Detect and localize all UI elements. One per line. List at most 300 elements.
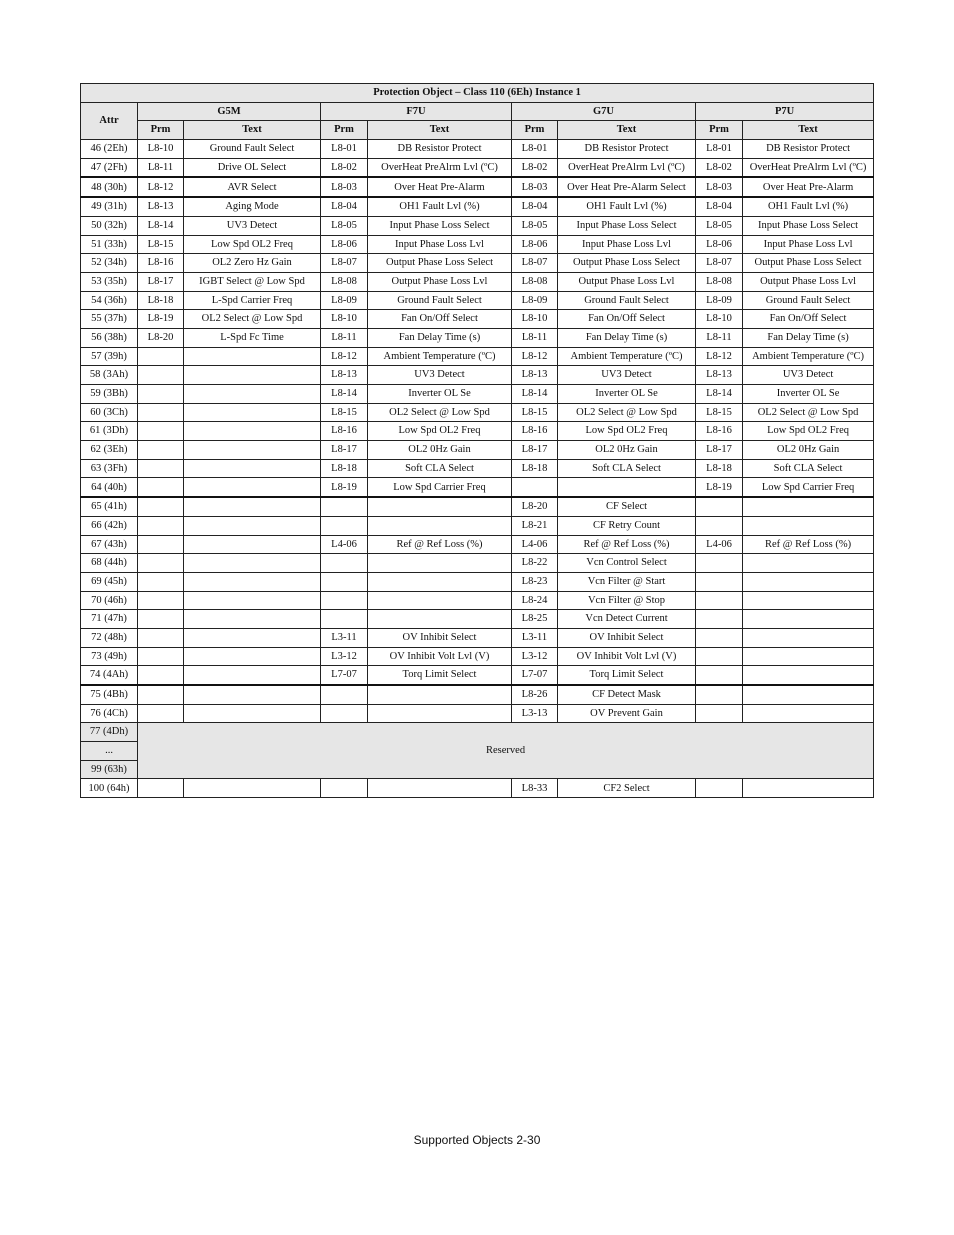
p7u-prm-cell xyxy=(696,685,743,704)
g5m-prm-cell xyxy=(138,478,184,497)
p7u-prm-cell: L8-14 xyxy=(696,385,743,404)
g7u-prm-cell: L8-25 xyxy=(512,610,558,629)
f7u-prm-cell: L8-10 xyxy=(321,310,368,329)
p7u-prm-cell xyxy=(696,591,743,610)
g5m-prm-cell xyxy=(138,628,184,647)
g7u-text-cell: Input Phase Loss Lvl xyxy=(558,235,696,254)
p7u-text-cell: OverHeat PreAlrm Lvl (ºC) xyxy=(743,158,874,177)
attr-cell: 52 (34h) xyxy=(81,254,138,273)
g5m-prm-cell xyxy=(138,459,184,478)
g5m-text-cell xyxy=(184,347,321,366)
f7u-prm-cell: L8-12 xyxy=(321,347,368,366)
g7u-text-cell: OL2 Select @ Low Spd xyxy=(558,403,696,422)
g7u-text-cell: Output Phase Loss Lvl xyxy=(558,272,696,291)
g7u-prm-cell: L7-07 xyxy=(512,666,558,685)
p7u-prm-cell: L8-08 xyxy=(696,272,743,291)
attr-cell: 59 (3Bh) xyxy=(81,385,138,404)
p7u-text-cell xyxy=(743,685,874,704)
f7u-text-cell: OverHeat PreAlrm Lvl (ºC) xyxy=(368,158,512,177)
p7u-text-cell: OH1 Fault Lvl (%) xyxy=(743,197,874,216)
g5m-prm-cell: L8-17 xyxy=(138,272,184,291)
f7u-prm-cell xyxy=(321,685,368,704)
f7u-text-cell xyxy=(368,704,512,723)
p7u-text-cell xyxy=(743,610,874,629)
attr-cell: 53 (35h) xyxy=(81,272,138,291)
p7u-text-cell xyxy=(743,704,874,723)
table-row xyxy=(81,254,874,273)
p7u-text-cell xyxy=(743,591,874,610)
table-row xyxy=(81,647,874,666)
f7u-prm-cell xyxy=(321,554,368,573)
sub-header-text: Text xyxy=(184,121,321,140)
table-row xyxy=(81,497,874,516)
table-row xyxy=(81,272,874,291)
g5m-prm-cell xyxy=(138,441,184,460)
g7u-prm-cell: L3-11 xyxy=(512,628,558,647)
f7u-prm-cell: L8-02 xyxy=(321,158,368,177)
g7u-text-cell: Fan Delay Time (s) xyxy=(558,328,696,347)
g5m-text-cell: Ground Fault Select xyxy=(184,140,321,159)
g5m-text-cell xyxy=(184,591,321,610)
g5m-text-cell xyxy=(184,704,321,723)
f7u-text-cell: OL2 Select @ Low Spd xyxy=(368,403,512,422)
attr-cell: 99 (63h) xyxy=(81,760,138,779)
g5m-text-cell xyxy=(184,403,321,422)
g5m-text-cell xyxy=(184,666,321,685)
table-row xyxy=(81,628,874,647)
g7u-text-cell: Low Spd OL2 Freq xyxy=(558,422,696,441)
g7u-prm-cell: L8-09 xyxy=(512,291,558,310)
g5m-prm-cell xyxy=(138,685,184,704)
table-row xyxy=(81,422,874,441)
g7u-text-cell: OverHeat PreAlrm Lvl (ºC) xyxy=(558,158,696,177)
p7u-prm-cell xyxy=(696,497,743,516)
g7u-text-cell: Ground Fault Select xyxy=(558,291,696,310)
g7u-text-cell: OV Prevent Gain xyxy=(558,704,696,723)
attr-cell: 54 (36h) xyxy=(81,291,138,310)
table-row xyxy=(81,441,874,460)
f7u-text-cell: OV Inhibit Select xyxy=(368,628,512,647)
g5m-prm-cell xyxy=(138,385,184,404)
table-row xyxy=(81,158,874,177)
g5m-text-cell: L-Spd Fc Time xyxy=(184,328,321,347)
p7u-text-cell xyxy=(743,779,874,798)
g5m-prm-cell xyxy=(138,422,184,441)
g7u-prm-cell: L8-20 xyxy=(512,497,558,516)
g5m-text-cell: Aging Mode xyxy=(184,197,321,216)
p7u-text-cell xyxy=(743,516,874,535)
p7u-prm-cell: L8-03 xyxy=(696,177,743,197)
f7u-text-cell: OH1 Fault Lvl (%) xyxy=(368,197,512,216)
page-footer: Supported Objects 2-30 xyxy=(413,1133,541,1147)
g7u-text-cell: Vcn Filter @ Start xyxy=(558,572,696,591)
attr-cell: ... xyxy=(81,742,138,761)
g5m-text-cell xyxy=(184,459,321,478)
f7u-text-cell: Inverter OL Se xyxy=(368,385,512,404)
g7u-text-cell: Vcn Filter @ Stop xyxy=(558,591,696,610)
g7u-prm-cell: L8-08 xyxy=(512,272,558,291)
group-header-p7u: P7U xyxy=(696,102,874,121)
table-row xyxy=(81,459,874,478)
table-row xyxy=(81,610,874,629)
f7u-text-cell xyxy=(368,591,512,610)
p7u-prm-cell: L8-06 xyxy=(696,235,743,254)
attr-cell: 69 (45h) xyxy=(81,572,138,591)
table-row xyxy=(81,478,874,497)
f7u-prm-cell: L8-16 xyxy=(321,422,368,441)
f7u-prm-cell xyxy=(321,610,368,629)
p7u-prm-cell: L8-05 xyxy=(696,216,743,235)
table-row xyxy=(81,723,874,742)
table-title: Protection Object – Class 110 (6Eh) Instance 1 xyxy=(81,84,874,103)
f7u-prm-cell xyxy=(321,779,368,798)
f7u-text-cell xyxy=(368,497,512,516)
g5m-prm-cell xyxy=(138,704,184,723)
g5m-prm-cell xyxy=(138,497,184,516)
p7u-text-cell: Input Phase Loss Select xyxy=(743,216,874,235)
f7u-prm-cell: L8-19 xyxy=(321,478,368,497)
p7u-text-cell: OL2 Select @ Low Spd xyxy=(743,403,874,422)
p7u-prm-cell xyxy=(696,516,743,535)
g5m-prm-cell xyxy=(138,554,184,573)
f7u-text-cell: Over Heat Pre-Alarm xyxy=(368,177,512,197)
table-row xyxy=(81,591,874,610)
g5m-text-cell: OL2 Zero Hz Gain xyxy=(184,254,321,273)
attr-cell: 70 (46h) xyxy=(81,591,138,610)
g5m-text-cell: UV3 Detect xyxy=(184,216,321,235)
f7u-text-cell xyxy=(368,610,512,629)
g7u-text-cell: Input Phase Loss Select xyxy=(558,216,696,235)
g7u-prm-cell: L8-10 xyxy=(512,310,558,329)
g5m-text-cell xyxy=(184,554,321,573)
g7u-prm-cell: L8-33 xyxy=(512,779,558,798)
g7u-prm-cell: L3-13 xyxy=(512,704,558,723)
g7u-prm-cell: L8-03 xyxy=(512,177,558,197)
table-row xyxy=(81,685,874,704)
p7u-prm-cell: L8-12 xyxy=(696,347,743,366)
p7u-prm-cell: L8-07 xyxy=(696,254,743,273)
f7u-text-cell: Fan On/Off Select xyxy=(368,310,512,329)
f7u-text-cell: Ref @ Ref Loss (%) xyxy=(368,535,512,554)
p7u-text-cell xyxy=(743,647,874,666)
g7u-prm-cell: L8-12 xyxy=(512,347,558,366)
attr-cell: 60 (3Ch) xyxy=(81,403,138,422)
g7u-text-cell: Output Phase Loss Select xyxy=(558,254,696,273)
attr-cell: 56 (38h) xyxy=(81,328,138,347)
g5m-prm-cell: L8-15 xyxy=(138,235,184,254)
g5m-text-cell xyxy=(184,647,321,666)
sub-header-text: Text xyxy=(558,121,696,140)
f7u-text-cell: Ground Fault Select xyxy=(368,291,512,310)
p7u-text-cell xyxy=(743,666,874,685)
g7u-text-cell: Inverter OL Se xyxy=(558,385,696,404)
p7u-prm-cell: L4-06 xyxy=(696,535,743,554)
g5m-prm-cell xyxy=(138,366,184,385)
g7u-text-cell: Ref @ Ref Loss (%) xyxy=(558,535,696,554)
g5m-prm-cell xyxy=(138,535,184,554)
p7u-text-cell: OL2 0Hz Gain xyxy=(743,441,874,460)
g5m-prm-cell xyxy=(138,610,184,629)
p7u-prm-cell xyxy=(696,647,743,666)
table-body xyxy=(81,140,874,798)
f7u-text-cell: Input Phase Loss Lvl xyxy=(368,235,512,254)
g5m-prm-cell: L8-19 xyxy=(138,310,184,329)
g5m-prm-cell: L8-13 xyxy=(138,197,184,216)
attr-header: Attr xyxy=(81,102,138,139)
g7u-text-cell: UV3 Detect xyxy=(558,366,696,385)
p7u-prm-cell xyxy=(696,572,743,591)
f7u-prm-cell: L8-09 xyxy=(321,291,368,310)
p7u-text-cell: Output Phase Loss Lvl xyxy=(743,272,874,291)
f7u-prm-cell: L8-06 xyxy=(321,235,368,254)
g5m-text-cell xyxy=(184,535,321,554)
g5m-text-cell: Drive OL Select xyxy=(184,158,321,177)
group-header-g7u: G7U xyxy=(512,102,696,121)
attr-cell: 66 (42h) xyxy=(81,516,138,535)
g7u-prm-cell: L8-06 xyxy=(512,235,558,254)
p7u-text-cell: Low Spd OL2 Freq xyxy=(743,422,874,441)
g7u-prm-cell xyxy=(512,478,558,497)
g5m-prm-cell xyxy=(138,666,184,685)
f7u-prm-cell: L8-08 xyxy=(321,272,368,291)
p7u-text-cell xyxy=(743,628,874,647)
attr-cell: 61 (3Dh) xyxy=(81,422,138,441)
attr-cell: 68 (44h) xyxy=(81,554,138,573)
g7u-text-cell: CF Detect Mask xyxy=(558,685,696,704)
g5m-text-cell xyxy=(184,610,321,629)
g7u-prm-cell: L8-04 xyxy=(512,197,558,216)
attr-cell: 58 (3Ah) xyxy=(81,366,138,385)
g7u-prm-cell: L8-01 xyxy=(512,140,558,159)
f7u-text-cell: Soft CLA Select xyxy=(368,459,512,478)
g7u-prm-cell: L8-26 xyxy=(512,685,558,704)
p7u-text-cell: Ground Fault Select xyxy=(743,291,874,310)
f7u-text-cell: Output Phase Loss Select xyxy=(368,254,512,273)
attr-cell: 71 (47h) xyxy=(81,610,138,629)
g7u-text-cell: Soft CLA Select xyxy=(558,459,696,478)
g5m-text-cell: IGBT Select @ Low Spd xyxy=(184,272,321,291)
p7u-text-cell: Ref @ Ref Loss (%) xyxy=(743,535,874,554)
reserved-cell: Reserved xyxy=(138,723,874,779)
attr-cell: 55 (37h) xyxy=(81,310,138,329)
g7u-text-cell: Vcn Control Select xyxy=(558,554,696,573)
g5m-text-cell: Low Spd OL2 Freq xyxy=(184,235,321,254)
g5m-text-cell: L-Spd Carrier Freq xyxy=(184,291,321,310)
g5m-text-cell: AVR Select xyxy=(184,177,321,197)
g5m-prm-cell xyxy=(138,779,184,798)
g5m-text-cell xyxy=(184,497,321,516)
p7u-prm-cell xyxy=(696,610,743,629)
table-row xyxy=(81,347,874,366)
p7u-prm-cell: L8-17 xyxy=(696,441,743,460)
group-header-f7u: F7U xyxy=(321,102,512,121)
table-row xyxy=(81,310,874,329)
g7u-text-cell: Ambient Temperature (ºC) xyxy=(558,347,696,366)
p7u-prm-cell xyxy=(696,628,743,647)
table-row xyxy=(81,291,874,310)
f7u-prm-cell: L3-11 xyxy=(321,628,368,647)
sub-header-prm: Prm xyxy=(696,121,743,140)
f7u-prm-cell: L4-06 xyxy=(321,535,368,554)
attr-cell: 74 (4Ah) xyxy=(81,666,138,685)
attr-cell: 100 (64h) xyxy=(81,779,138,798)
p7u-text-cell xyxy=(743,554,874,573)
f7u-prm-cell: L8-17 xyxy=(321,441,368,460)
f7u-text-cell: DB Resistor Protect xyxy=(368,140,512,159)
attr-cell: 73 (49h) xyxy=(81,647,138,666)
sub-header-text: Text xyxy=(368,121,512,140)
p7u-text-cell: DB Resistor Protect xyxy=(743,140,874,159)
p7u-text-cell xyxy=(743,497,874,516)
g7u-prm-cell: L8-17 xyxy=(512,441,558,460)
f7u-prm-cell: L8-18 xyxy=(321,459,368,478)
p7u-text-cell: Fan On/Off Select xyxy=(743,310,874,329)
g7u-text-cell: OV Inhibit Select xyxy=(558,628,696,647)
group-header-g5m: G5M xyxy=(138,102,321,121)
f7u-text-cell: Low Spd Carrier Freq xyxy=(368,478,512,497)
p7u-text-cell: Low Spd Carrier Freq xyxy=(743,478,874,497)
sub-header-prm: Prm xyxy=(512,121,558,140)
f7u-prm-cell: L8-07 xyxy=(321,254,368,273)
g7u-prm-cell: L8-24 xyxy=(512,591,558,610)
attr-cell: 46 (2Eh) xyxy=(81,140,138,159)
f7u-text-cell xyxy=(368,516,512,535)
g7u-text-cell: Fan On/Off Select xyxy=(558,310,696,329)
attr-cell: 63 (3Fh) xyxy=(81,459,138,478)
g7u-text-cell: CF2 Select xyxy=(558,779,696,798)
table-row xyxy=(81,572,874,591)
p7u-prm-cell: L8-11 xyxy=(696,328,743,347)
p7u-prm-cell: L8-16 xyxy=(696,422,743,441)
p7u-prm-cell: L8-18 xyxy=(696,459,743,478)
g5m-text-cell xyxy=(184,628,321,647)
attr-cell: 49 (31h) xyxy=(81,197,138,216)
table-row xyxy=(81,704,874,723)
g5m-prm-cell xyxy=(138,403,184,422)
table-row xyxy=(81,554,874,573)
attr-cell: 75 (4Bh) xyxy=(81,685,138,704)
p7u-prm-cell xyxy=(696,554,743,573)
f7u-prm-cell: L3-12 xyxy=(321,647,368,666)
table-row xyxy=(81,666,874,685)
sub-header-prm: Prm xyxy=(138,121,184,140)
attr-cell: 67 (43h) xyxy=(81,535,138,554)
p7u-text-cell: UV3 Detect xyxy=(743,366,874,385)
g5m-prm-cell xyxy=(138,647,184,666)
g5m-prm-cell: L8-16 xyxy=(138,254,184,273)
g5m-text-cell xyxy=(184,441,321,460)
f7u-text-cell: Output Phase Loss Lvl xyxy=(368,272,512,291)
p7u-text-cell: Output Phase Loss Select xyxy=(743,254,874,273)
table-row xyxy=(81,403,874,422)
p7u-prm-cell: L8-04 xyxy=(696,197,743,216)
g5m-text-cell: OL2 Select @ Low Spd xyxy=(184,310,321,329)
f7u-text-cell xyxy=(368,779,512,798)
table-row xyxy=(81,385,874,404)
p7u-text-cell: Ambient Temperature (ºC) xyxy=(743,347,874,366)
p7u-text-cell: Inverter OL Se xyxy=(743,385,874,404)
f7u-text-cell: OV Inhibit Volt Lvl (V) xyxy=(368,647,512,666)
g5m-text-cell xyxy=(184,572,321,591)
g5m-prm-cell: L8-20 xyxy=(138,328,184,347)
f7u-text-cell: Input Phase Loss Select xyxy=(368,216,512,235)
attr-cell: 47 (2Fh) xyxy=(81,158,138,177)
attr-cell: 50 (32h) xyxy=(81,216,138,235)
p7u-prm-cell xyxy=(696,666,743,685)
g7u-prm-cell: L8-16 xyxy=(512,422,558,441)
p7u-prm-cell xyxy=(696,779,743,798)
f7u-prm-cell xyxy=(321,497,368,516)
f7u-text-cell: Fan Delay Time (s) xyxy=(368,328,512,347)
g7u-prm-cell: L3-12 xyxy=(512,647,558,666)
f7u-prm-cell: L8-13 xyxy=(321,366,368,385)
g5m-text-cell xyxy=(184,516,321,535)
table-row xyxy=(81,197,874,216)
g5m-prm-cell xyxy=(138,347,184,366)
g5m-prm-cell xyxy=(138,591,184,610)
attr-cell: 72 (48h) xyxy=(81,628,138,647)
f7u-prm-cell: L8-01 xyxy=(321,140,368,159)
g7u-prm-cell: L8-02 xyxy=(512,158,558,177)
sub-header-prm: Prm xyxy=(321,121,368,140)
g7u-prm-cell: L4-06 xyxy=(512,535,558,554)
f7u-prm-cell xyxy=(321,516,368,535)
g5m-prm-cell: L8-18 xyxy=(138,291,184,310)
f7u-prm-cell: L7-07 xyxy=(321,666,368,685)
f7u-prm-cell: L8-04 xyxy=(321,197,368,216)
f7u-prm-cell: L8-14 xyxy=(321,385,368,404)
g5m-prm-cell xyxy=(138,572,184,591)
g7u-prm-cell: L8-22 xyxy=(512,554,558,573)
g7u-text-cell: CF Select xyxy=(558,497,696,516)
attr-cell: 51 (33h) xyxy=(81,235,138,254)
table-row xyxy=(81,235,874,254)
f7u-prm-cell: L8-05 xyxy=(321,216,368,235)
table-row xyxy=(81,177,874,197)
g7u-text-cell: OV Inhibit Volt Lvl (V) xyxy=(558,647,696,666)
attr-cell: 48 (30h) xyxy=(81,177,138,197)
f7u-prm-cell xyxy=(321,591,368,610)
attr-cell: 57 (39h) xyxy=(81,347,138,366)
g5m-prm-cell: L8-12 xyxy=(138,177,184,197)
p7u-prm-cell: L8-13 xyxy=(696,366,743,385)
f7u-text-cell: OL2 0Hz Gain xyxy=(368,441,512,460)
f7u-prm-cell: L8-03 xyxy=(321,177,368,197)
g7u-text-cell: OL2 0Hz Gain xyxy=(558,441,696,460)
g7u-text-cell: DB Resistor Protect xyxy=(558,140,696,159)
f7u-prm-cell: L8-15 xyxy=(321,403,368,422)
table-row xyxy=(81,328,874,347)
attr-cell: 76 (4Ch) xyxy=(81,704,138,723)
p7u-text-cell: Soft CLA Select xyxy=(743,459,874,478)
g5m-prm-cell: L8-10 xyxy=(138,140,184,159)
g5m-text-cell xyxy=(184,779,321,798)
f7u-prm-cell: L8-11 xyxy=(321,328,368,347)
f7u-prm-cell xyxy=(321,572,368,591)
f7u-text-cell xyxy=(368,572,512,591)
g5m-text-cell xyxy=(184,385,321,404)
g7u-prm-cell: L8-23 xyxy=(512,572,558,591)
table-row xyxy=(81,779,874,798)
p7u-prm-cell: L8-15 xyxy=(696,403,743,422)
g5m-prm-cell: L8-11 xyxy=(138,158,184,177)
g7u-prm-cell: L8-18 xyxy=(512,459,558,478)
g7u-prm-cell: L8-21 xyxy=(512,516,558,535)
g7u-prm-cell: L8-07 xyxy=(512,254,558,273)
attr-cell: 65 (41h) xyxy=(81,497,138,516)
sub-header-text: Text xyxy=(743,121,874,140)
attr-cell: 62 (3Eh) xyxy=(81,441,138,460)
